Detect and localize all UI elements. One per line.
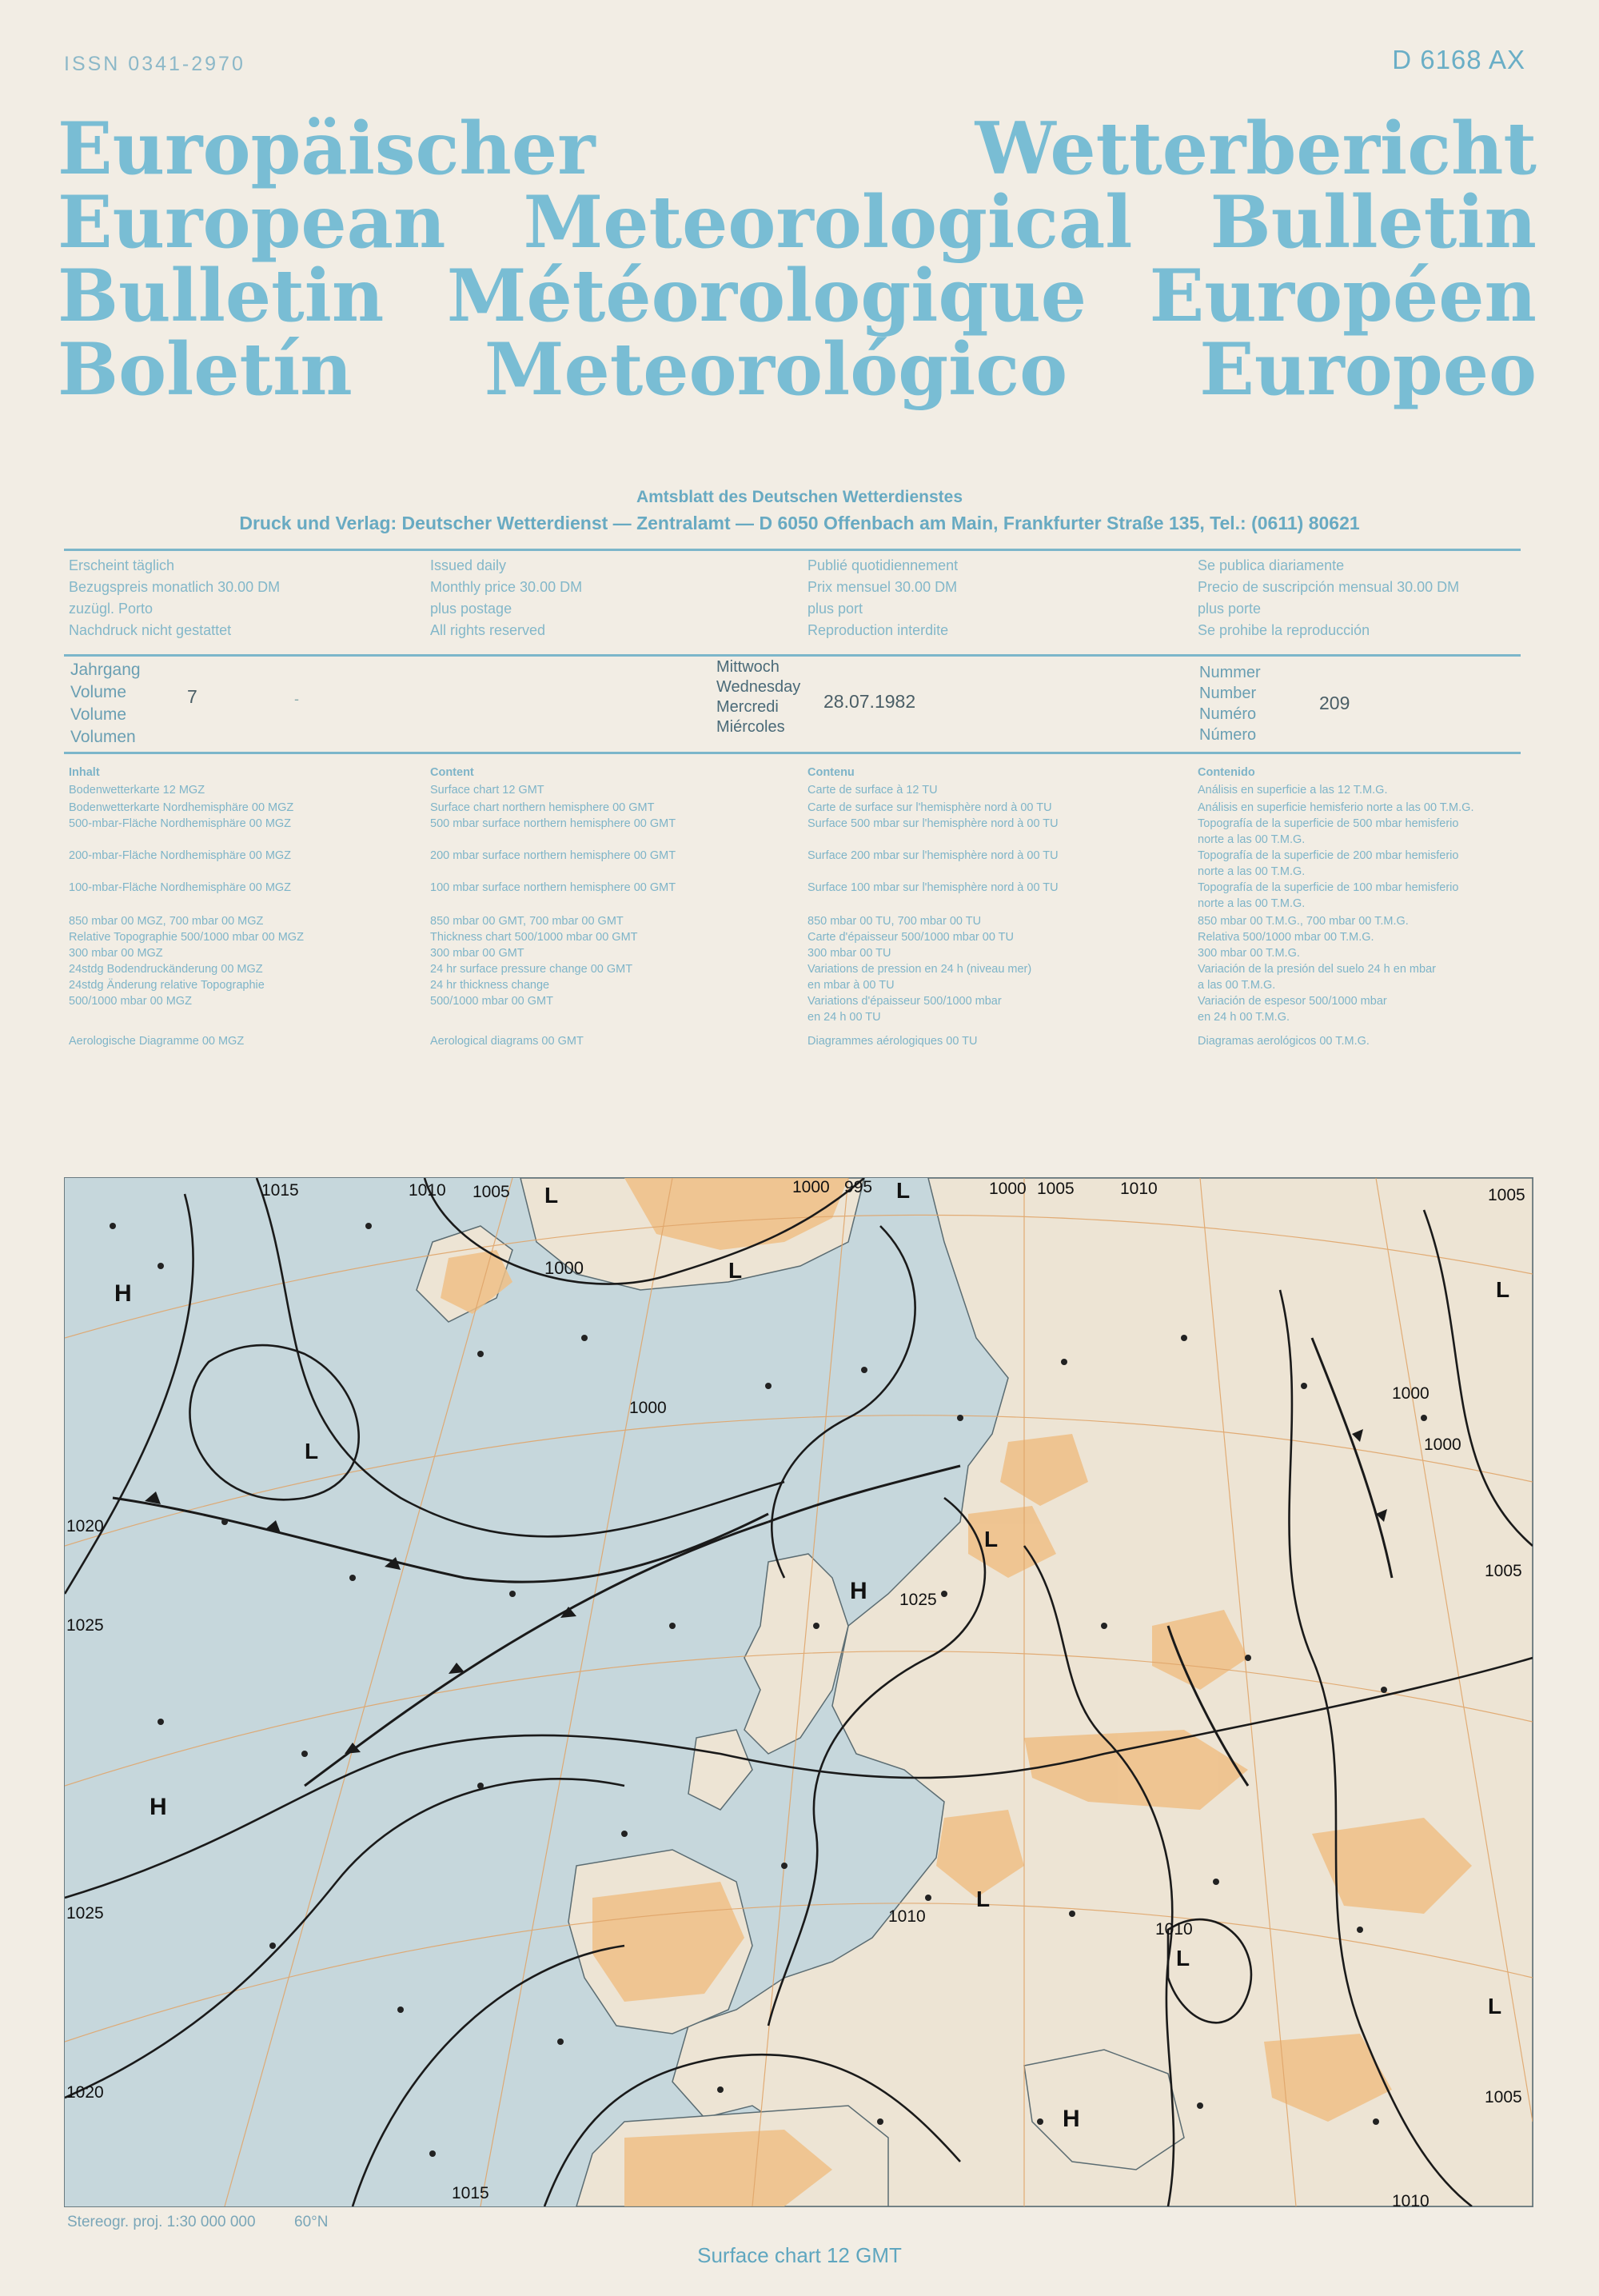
low-pressure-centre: L [984,1527,999,1551]
contents-line: Surface 500 mbar sur l'hemisphère nord à 00 TU [807,817,1059,830]
contents-line: Surface 100 mbar sur l'hemisphère nord à 00 TU [807,881,1059,894]
title-german: Europäischer Wetterbericht [58,106,1537,191]
publisher-line-1: Amtsblatt des Deutschen Wetterdienstes [636,488,963,506]
subscription-german: Erscheint täglich Bezugspreis monatlich 30.00 DM zuzügl. Porto Nachdruck nicht gestattet [69,557,281,638]
high-pressure-centre: H [850,1578,867,1604]
low-pressure-centre: L [544,1183,559,1208]
volume-number: 7 [187,686,197,707]
contents-line [807,896,1183,912]
isobar-label: 1005 [1485,1562,1522,1580]
contents-line: Surface 200 mbar sur l'hemisphère nord à 00 TU [807,849,1059,862]
low-pressure-centre: L [896,1178,911,1203]
subscription-english: Issued daily Monthly price 30.00 DM plus postage All rights reserved [430,557,583,638]
contents-line: norte a las 00 T.M.G. [1198,833,1306,846]
isobar-label: 1025 [66,1616,104,1635]
contents-line: 850 mbar 00 TU, 700 mbar 00 TU [807,915,982,928]
contents-line: Carte d'épaisseur 500/1000 mbar 00 TU [807,931,1015,944]
contents-french [807,765,1183,1049]
contents-line: 500/1000 mbar 00 GMT [430,995,553,1008]
surface-chart-graphic [65,1178,1533,2206]
contents-line: 24 hr thickness change [430,979,550,992]
contents-line: Surface chart 12 GMT [430,784,544,797]
contents-line: norte a las 00 T.M.G. [1198,897,1306,910]
projection-note: Stereogr. proj. 1:30 000 000 [67,2214,256,2230]
contents-line: 850 mbar 00 T.M.G., 700 mbar 00 T.M.G. [1198,915,1409,928]
contents-line [430,864,782,880]
isobar-label: 1025 [899,1591,937,1609]
low-pressure-centre: L [1488,1994,1502,2018]
subscription-french: Publié quotidiennement Prix mensuel 30.00 DM plus port Reproduction interdite [807,557,959,638]
contents-line: Relativa 500/1000 mbar 00 T.M.G. [1198,931,1374,944]
number-labels: Nummer Number Numéro Número [1199,664,1261,744]
surface-chart [64,1177,1533,2207]
issue-number: 209 [1319,693,1350,713]
isobar-label: 1020 [66,2083,104,2102]
contents-line: 200 mbar surface northern hemisphere 00 GMT [430,849,676,862]
contents-line: 500/1000 mbar 00 MGZ [69,995,192,1008]
isobar-label: 1010 [1120,1180,1158,1198]
isobar-label: 1000 [989,1180,1027,1198]
divider [64,752,1521,754]
isobar-label: 1025 [66,1904,104,1923]
low-pressure-centre: L [728,1258,743,1283]
contents-english [430,765,782,1049]
issue-date: 28.07.1982 [823,691,916,712]
contents-header: Contenido [1198,766,1255,779]
contents-line: 300 mbar 00 T.M.G. [1198,947,1300,960]
contents-line: Bodenwetterkarte 12 MGZ [69,784,205,797]
isobar-label: 1000 [544,1258,584,1278]
contents-line: 24stdg Bodendruckänderung 00 MGZ [69,963,263,976]
isobar-label: 1000 [1392,1384,1430,1403]
volume-labels: Jahrgang Volume Volume Volumen [70,661,141,746]
contents-line: en mbar à 00 TU [807,979,895,992]
contents-line: Topografía de la superficie de 500 mbar hemisferio [1198,817,1459,830]
contents-line: 100-mbar-Fläche Nordhemisphäre 00 MGZ [69,881,292,894]
contents-line: Surface chart northern hemisphere 00 GMT [430,801,655,814]
contents-line: Carte de surface à 12 TU [807,784,938,797]
contents-line: 24 hr surface pressure change 00 GMT [430,963,633,976]
divider [64,654,1521,657]
high-pressure-centre: H [114,1280,132,1307]
contents-line: Thickness chart 500/1000 mbar 00 GMT [430,931,638,944]
contents-line: 850 mbar 00 MGZ, 700 mbar 00 MGZ [69,915,264,928]
weekday-labels: Mittwoch Wednesday Mercredi Miércoles [716,658,801,736]
volume-dash: - [294,691,299,707]
isobar-label: 1000 [792,1178,830,1196]
high-pressure-centre: H [150,1794,167,1820]
contents-line: Análisis en superficie a las 12 T.M.G. [1198,784,1388,797]
contents-line [807,864,1183,880]
contents-line: Diagrammes aérologiques 00 TU [807,1035,978,1048]
contents-line: 500 mbar surface northern hemisphere 00 GMT [430,817,676,830]
isobar-label: 1010 [409,1181,446,1200]
contents-header: Contenu [807,766,855,779]
contents-line [69,832,413,848]
contents-line: Carte de surface sur l'hemisphère nord à 00 TU [807,801,1052,814]
isobar-label: 1015 [261,1181,299,1200]
title-block [58,106,1537,412]
contents-line: 850 mbar 00 GMT, 700 mbar 00 GMT [430,915,624,928]
isobar-label: 1010 [1392,2192,1430,2207]
contents-line: a las 00 T.M.G. [1198,979,1276,992]
contents-line: Aerological diagrams 00 GMT [430,1035,584,1048]
subscription-spanish: Se publica diariamente Precio de suscripción mensual 30.00 DM plus porte Se prohibe la reproducción [1198,557,1460,638]
contents-line [69,896,413,912]
contents-line [430,1009,782,1025]
contents-line: Aerologische Diagramme 00 MGZ [69,1035,245,1048]
title-french: Bulletin Météorologique Européen [58,254,1537,338]
contents-header: Inhalt [69,766,100,779]
title-spanish: Boletín Meteorológico Europeo [58,327,1537,412]
divider [64,549,1521,551]
contents-line [69,864,413,880]
contents-line: en 24 h 00 TU [807,1011,881,1024]
contents-line: 300 mbar 00 MGZ [69,947,163,960]
contents-line: Topografía de la superficie de 100 mbar hemisferio [1198,881,1459,894]
high-pressure-centre: H [1063,2106,1080,2132]
contents-line: Análisis en superficie hemisferio norte a las 00 T.M.G. [1198,801,1474,814]
contents-line: 24stdg Änderung relative Topographie [69,979,265,992]
isobar-label: 1005 [1488,1186,1525,1204]
chart-caption: Surface chart 12 GMT [697,2243,902,2267]
contents-line: Bodenwetterkarte Nordhemisphäre 00 MGZ [69,801,294,814]
contents-line: 300 mbar 00 TU [807,947,891,960]
title-english: European Meteorological Bulletin [58,180,1537,265]
latitude-note: 60°N [294,2214,329,2230]
contents-line: Topografía de la superficie de 200 mbar hemisferio [1198,849,1459,862]
isobar-label: 1000 [1424,1435,1461,1454]
isobar-label: 1010 [888,1907,926,1926]
contents-line [807,832,1183,848]
contents-line: Relative Topographie 500/1000 mbar 00 MGZ [69,931,304,944]
contents-header: Content [430,766,474,779]
isobar-label: 1005 [1037,1180,1075,1198]
publisher-line-2: Druck und Verlag: Deutscher Wetterdienst — Zentralamt — D 6050 Offenbach am Main, Frankfurter Straße 135, Tel.: (0611) 80621 [239,513,1360,533]
contents-line: Variations de pression en 24 h (niveau mer) [807,963,1032,976]
contents-line: Variación de espesor 500/1000 mbar [1198,995,1387,1008]
contents-spanish [1198,765,1533,1049]
low-pressure-centre: L [1496,1277,1510,1302]
low-pressure-centre: L [1176,1946,1190,1971]
contents-line: 500-mbar-Fläche Nordhemisphäre 00 MGZ [69,817,292,830]
contents-line [430,832,782,848]
contents-german [69,765,413,1049]
isobar-label: 1020 [66,1517,104,1535]
issn-number: ISSN 0341-2970 [64,53,245,75]
contents-line: Variación de la presión del suelo 24 h en mbar [1198,963,1436,976]
contents-line [430,896,782,912]
low-pressure-centre: L [305,1439,319,1463]
contents-line: en 24 h 00 T.M.G. [1198,1011,1290,1024]
contents-line: Diagramas aerológicos 00 T.M.G. [1198,1035,1370,1048]
low-pressure-centre: L [976,1887,991,1911]
contents-line: 300 mbar 00 GMT [430,947,524,960]
contents-line: Variations d'épaisseur 500/1000 mbar [807,995,1002,1008]
isobar-label: 995 [844,1178,873,1196]
postal-code: D 6168 AX [1392,45,1525,74]
contents-line: 200-mbar-Fläche Nordhemisphäre 00 MGZ [69,849,292,862]
isobar-label: 1015 [452,2184,489,2202]
contents-line [69,1009,413,1025]
contents-line: norte a las 00 T.M.G. [1198,865,1306,878]
isobar-label: 1005 [473,1183,510,1201]
isobar-label: 1000 [629,1399,667,1417]
isobar-label: 1010 [1155,1920,1193,1939]
isobar-label: 1005 [1485,2088,1522,2106]
contents-line: 100 mbar surface northern hemisphere 00 GMT [430,881,676,894]
